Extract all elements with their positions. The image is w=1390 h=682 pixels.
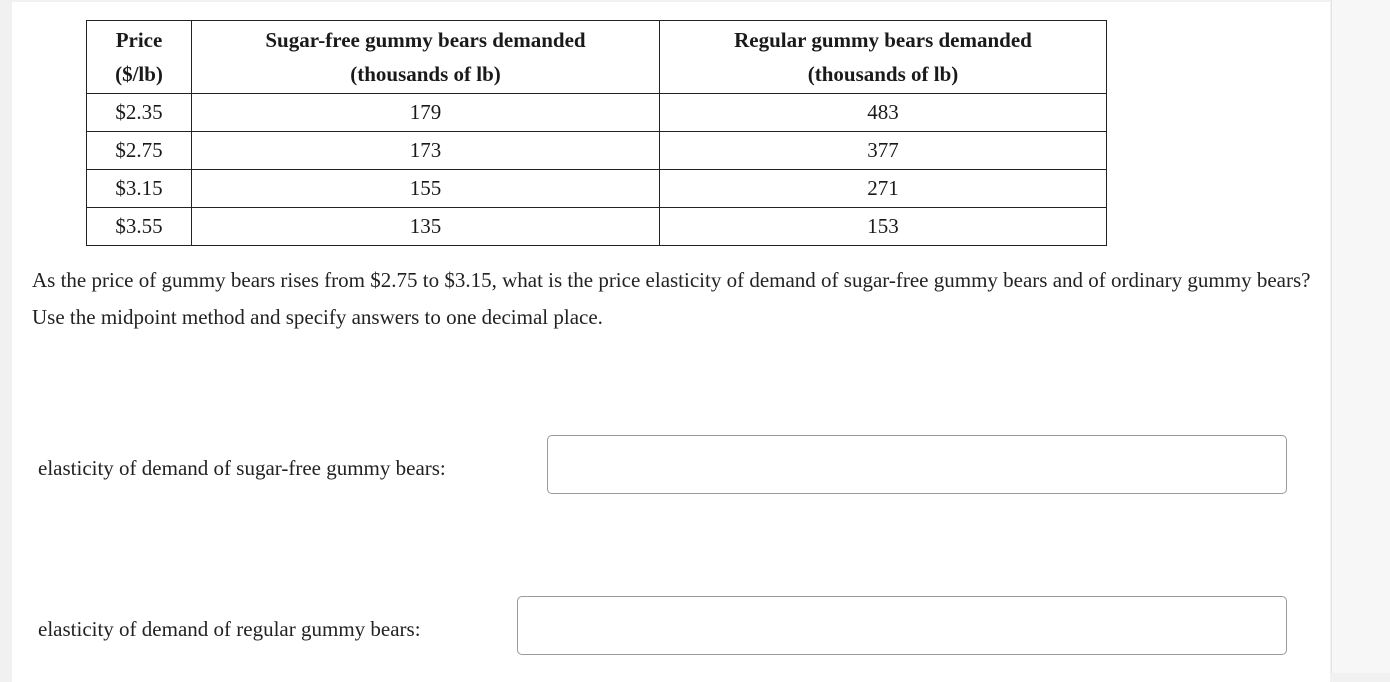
sugar-free-elasticity-input[interactable] [547,435,1287,494]
cell-regular: 153 [660,208,1107,246]
cell-regular: 271 [660,170,1107,208]
header-regular-line1: Regular gummy bears demanded [734,28,1032,52]
table-header-row [87,21,1107,94]
cell-price: $3.55 [87,208,192,246]
header-sugar-free-line1: Sugar-free gummy bears demanded [265,28,586,52]
cell-price: $2.75 [87,132,192,170]
header-price-line2: ($/lb) [115,62,163,86]
header-sugar-free-line2: (thousands of lb) [350,62,501,86]
cell-price: $2.35 [87,94,192,132]
cell-sugar-free: 135 [192,208,660,246]
cell-regular: 483 [660,94,1107,132]
header-regular-line2: (thousands of lb) [807,62,959,86]
regular-elasticity-label: elasticity of demand of regular gummy bears: [38,617,421,641]
cell-sugar-free: 179 [192,94,660,132]
cell-sugar-free: 155 [192,170,660,208]
header-sugar-free [192,21,660,94]
right-rail [1331,0,1390,673]
table-row [87,132,1107,170]
demand-table [86,20,1107,246]
header-price-line1: Price [115,28,163,52]
sugar-free-elasticity-label: elasticity of demand of sugar-free gummy bears: [38,456,446,480]
table-row [87,208,1107,246]
table-row [87,170,1107,208]
cell-price: $3.15 [87,170,192,208]
table-row [87,94,1107,132]
cell-sugar-free: 173 [192,132,660,170]
header-price [87,21,192,94]
header-regular [660,21,1107,94]
cell-regular: 377 [660,132,1107,170]
question-text: As the price of gummy bears rises from $2.75 to $3.15, what is the price elasticity of demand of sugar-free gummy bears and of ordinary gummy bears? Use the midpoint method and specify answers to one decimal place. [32,268,1311,329]
regular-elasticity-input[interactable] [517,596,1287,655]
